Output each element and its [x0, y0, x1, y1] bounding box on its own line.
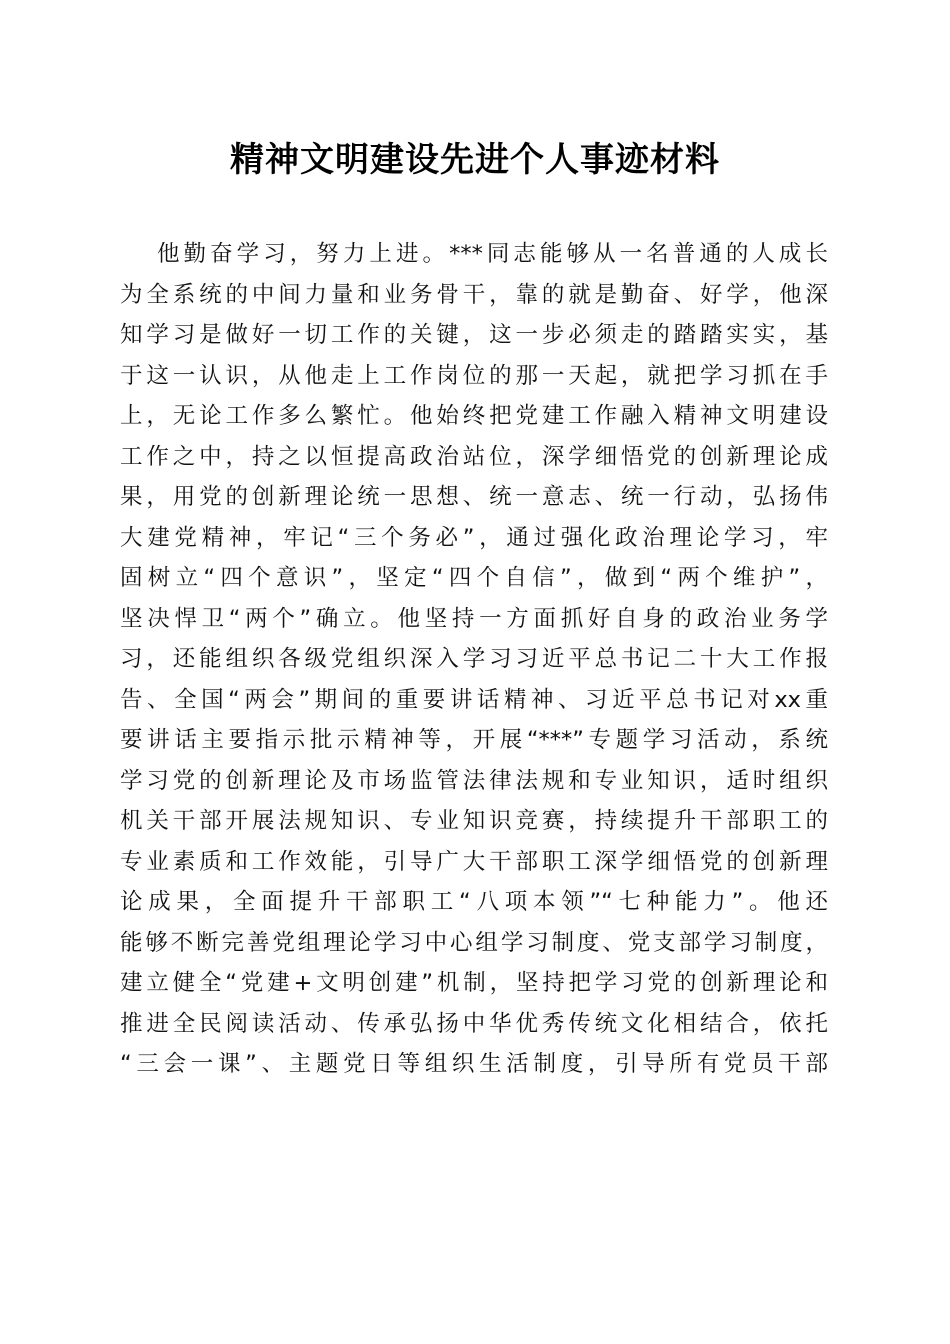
text-line: 要讲话主要指示批示精神等，开展“***”专题学习活动，系统 [120, 727, 828, 753]
text-line: 坚决悍卫“两个”确立。他坚持一方面抓好自身的政治业务学 [120, 605, 828, 632]
text-line: 专业素质和工作效能，引导广大干部职工深学细悟党的创新理 [120, 848, 828, 875]
text-line: 工作之中，持之以恒提高政治站位，深学细悟党的创新理论成 [120, 443, 828, 470]
text-line: “三会一课”、主题党日等组织生活制度，引导所有党员干部 [120, 1051, 828, 1077]
text-line: 推进全民阅读活动、传承弘扬中华优秀传统文化相结合，依托 [120, 1010, 828, 1037]
text-line: 学习党的创新理论及市场监管法律法规和专业知识，适时组织 [120, 767, 828, 794]
text-line: 为全系统的中间力量和业务骨干，靠的就是勤奋、好学，他深 [120, 281, 828, 308]
text-line: 大建党精神，牢记“三个务必”，通过强化政治理论学习，牢 [120, 524, 828, 551]
text-line: 固树立“四个意识”，坚定“四个自信”，做到“两个维护”， [120, 565, 828, 591]
text-line: 机关干部开展法规知识、专业知识竞赛，持续提升干部职工的 [120, 808, 828, 834]
text-line: 建立健全“党建+文明创建”机制，坚持把学习党的创新理论和 [120, 970, 828, 996]
text-line: 能够不断完善党组理论学习中心组学习制度、党支部学习制度， [120, 929, 828, 956]
text-line: 果，用党的创新理论统一思想、统一意志、统一行动，弘扬伟 [120, 484, 828, 510]
text-line: 告、全国“两会”期间的重要讲话精神、习近平总书记对xx重 [120, 686, 828, 713]
text-line: 知学习是做好一切工作的关键，这一步必须走的踏踏实实，基 [120, 322, 828, 348]
text-line: 习，还能组织各级党组织深入学习习近平总书记二十大工作报 [120, 646, 828, 672]
text-line: 论成果，全面提升干部职工“八项本领”“七种能力”。他还 [120, 889, 828, 915]
text-line: 上，无论工作多么繁忙。他始终把党建工作融入精神文明建设 [120, 403, 828, 429]
text-line: 于这一认识，从他走上工作岗位的那一天起，就把学习抓在手 [120, 362, 828, 389]
body-paragraph [120, 234, 828, 1085]
document-title: 精神文明建设先进个人事迹材料 [230, 140, 720, 180]
text-line: 他勤奋学习，努力上进。***同志能够从一名普通的人成长 [157, 241, 828, 267]
